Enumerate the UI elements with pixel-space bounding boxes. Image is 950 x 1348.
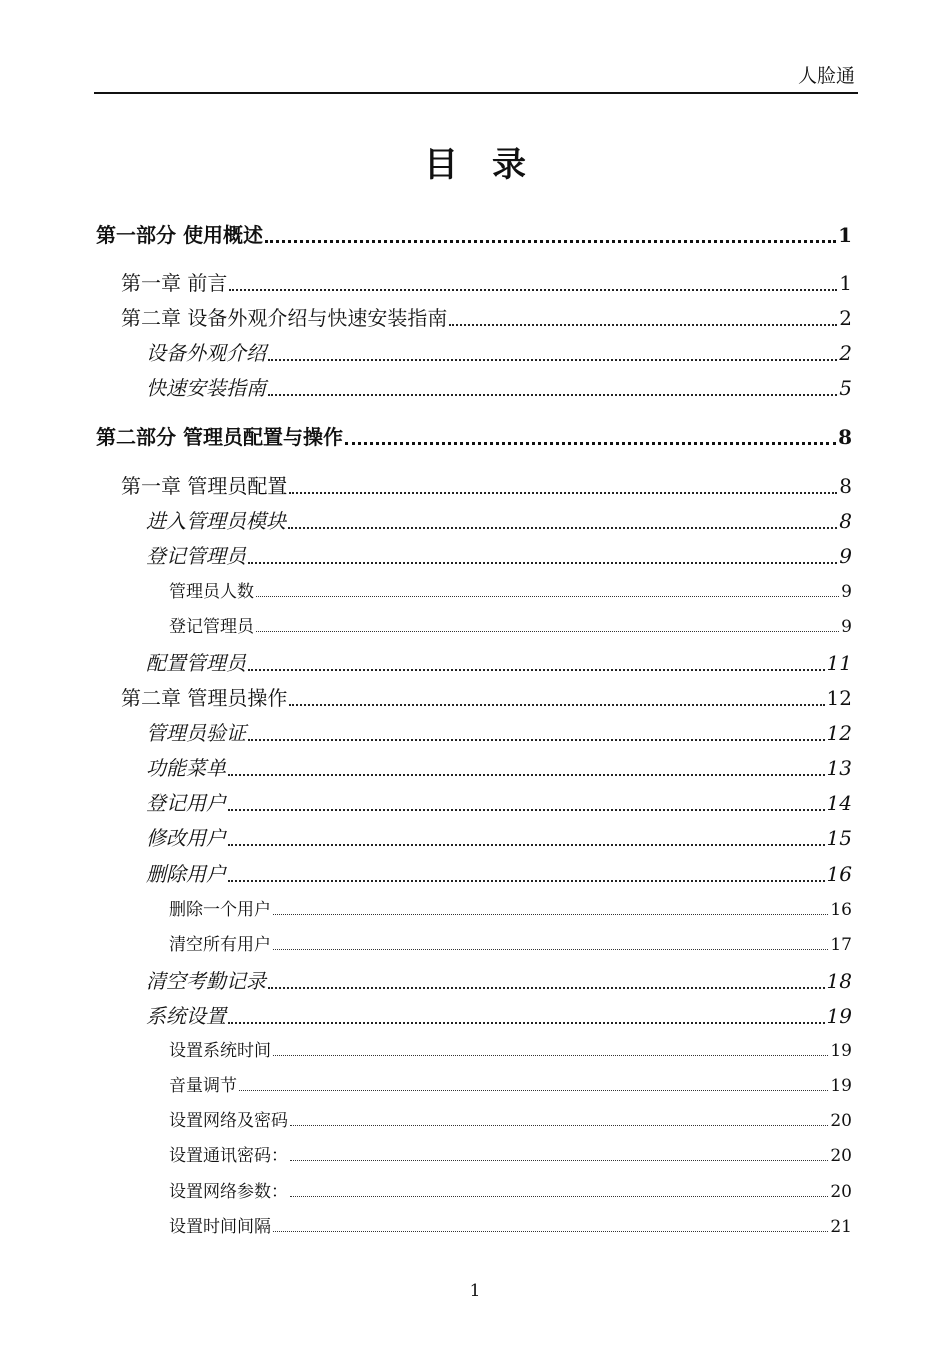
- toc-dot-leader: [273, 1231, 828, 1232]
- toc-dot-leader: [273, 1055, 828, 1056]
- toc-entry-label: 设置系统时间: [169, 1041, 271, 1061]
- toc-entry-label: 第二章 设备外观介绍与快速安装指南: [121, 306, 448, 330]
- toc-dot-leader: [228, 1022, 825, 1024]
- toc-dot-leader: [273, 914, 828, 915]
- toc-entry[interactable]: [169, 930, 852, 955]
- toc-entry[interactable]: [96, 219, 852, 248]
- toc-dot-leader: [290, 1160, 828, 1161]
- toc-entry-label: 清空所有用户: [169, 935, 271, 955]
- toc-entry-label: 修改用户: [146, 826, 226, 850]
- toc-dot-leader: [228, 844, 825, 846]
- toc-entry[interactable]: [146, 505, 852, 534]
- toc-entry[interactable]: [169, 1036, 852, 1061]
- toc-entry-label: 音量调节: [169, 1076, 237, 1096]
- toc-entry-page: 16: [830, 900, 852, 920]
- toc-dot-leader: [290, 1196, 828, 1197]
- toc-dot-leader: [289, 492, 837, 494]
- toc-entry-page: 13: [826, 756, 852, 780]
- toc-entry[interactable]: [146, 787, 852, 816]
- toc-entry[interactable]: [146, 647, 852, 676]
- toc-dot-leader: [256, 631, 839, 632]
- toc-entry[interactable]: [169, 1106, 852, 1131]
- toc-entry[interactable]: [146, 822, 852, 851]
- toc-dot-leader: [288, 527, 837, 529]
- toc-entry-label: 第一部分 使用概述: [96, 223, 263, 247]
- toc-entry[interactable]: [146, 717, 852, 746]
- toc-entry-page: 2: [839, 306, 852, 330]
- toc-dot-leader: [290, 1125, 828, 1126]
- toc-entry-label: 设置网络及密码: [169, 1111, 288, 1131]
- toc-dot-leader: [449, 324, 837, 326]
- toc-entry-page: 14: [826, 791, 852, 815]
- toc-dot-leader: [248, 739, 825, 741]
- toc-dot-leader: [228, 809, 825, 811]
- running-header-title: 人脸通: [797, 65, 855, 87]
- toc-entry[interactable]: [96, 421, 852, 450]
- toc-dot-leader: [268, 394, 837, 396]
- toc-entry[interactable]: [121, 302, 852, 331]
- toc-entry[interactable]: [146, 858, 852, 887]
- toc-entry[interactable]: [169, 895, 852, 920]
- toc-entry-label: 清空考勤记录: [146, 969, 266, 993]
- toc-dot-leader: [273, 949, 828, 950]
- document-title: 目录: [424, 145, 560, 185]
- toc-entry-page: 16: [826, 862, 852, 886]
- toc-entry[interactable]: [146, 965, 852, 994]
- toc-entry-label: 第二部分 管理员配置与操作: [96, 425, 343, 449]
- toc-entry[interactable]: [169, 1141, 852, 1166]
- toc-entry-page: 1: [839, 271, 852, 295]
- toc-entry-label: 设置通讯密码：: [169, 1146, 288, 1166]
- toc-entry-page: 12: [826, 686, 852, 710]
- toc-entry-label: 功能菜单: [146, 756, 226, 780]
- toc-entry-page: 12: [826, 721, 852, 745]
- toc-entry-label: 删除用户: [146, 862, 226, 886]
- toc-entry-page: 9: [841, 617, 852, 637]
- toc-entry[interactable]: [146, 540, 852, 569]
- toc-entry-label: 快速安装指南: [146, 376, 266, 400]
- toc-entry-label: 登记用户: [146, 791, 226, 815]
- toc-entry-label: 第二章 管理员操作: [121, 686, 288, 710]
- toc-entry-label: 登记管理员: [146, 544, 246, 568]
- toc-dot-leader: [268, 359, 837, 361]
- toc-entry[interactable]: [121, 470, 852, 499]
- toc-entry-page: 20: [830, 1146, 852, 1166]
- toc-entry[interactable]: [121, 267, 852, 296]
- toc-dot-leader: [248, 669, 825, 671]
- toc-entry-label: 第一章 管理员配置: [121, 474, 288, 498]
- toc-entry-page: 19: [826, 1004, 852, 1028]
- toc-entry-page: 5: [839, 376, 852, 400]
- toc-entry-label: 第一章 前言: [121, 271, 228, 295]
- toc-entry-label: 设置网络参数：: [169, 1182, 288, 1202]
- toc-dot-leader: [228, 880, 825, 882]
- toc-dot-leader: [228, 774, 825, 776]
- toc-dot-leader: [268, 987, 825, 989]
- toc-entry-page: 20: [830, 1182, 852, 1202]
- toc-dot-leader: [256, 596, 839, 597]
- toc-entry-label: 配置管理员: [146, 651, 246, 675]
- toc-entry-page: 17: [830, 935, 852, 955]
- toc-entry-label: 设置时间间隔: [169, 1217, 271, 1237]
- toc-entry-page: 2: [839, 341, 852, 365]
- toc-entry[interactable]: [146, 372, 852, 401]
- toc-dot-leader: [229, 289, 837, 291]
- toc-entry[interactable]: [169, 612, 852, 637]
- toc-entry[interactable]: [169, 1177, 852, 1202]
- toc-entry-page: 8: [839, 474, 852, 498]
- toc-entry-label: 管理员人数: [169, 582, 254, 602]
- toc-dot-leader: [239, 1090, 828, 1091]
- toc-entry-page: 11: [826, 651, 852, 675]
- toc-entry-label: 系统设置: [146, 1004, 226, 1028]
- toc-entry[interactable]: [146, 337, 852, 366]
- toc-entry-page: 20: [830, 1111, 852, 1131]
- toc-entry-page: 1: [838, 223, 852, 247]
- toc-entry[interactable]: [146, 752, 852, 781]
- toc-entry-label: 登记管理员: [169, 617, 254, 637]
- toc-entry-page: 15: [826, 826, 852, 850]
- toc-entry-page: 19: [830, 1041, 852, 1061]
- toc-entry-label: 删除一个用户: [169, 900, 271, 920]
- toc-entry-page: 9: [841, 582, 852, 602]
- toc-entry[interactable]: [169, 1212, 852, 1237]
- toc-entry-page: 19: [830, 1076, 852, 1096]
- toc-dot-leader: [345, 442, 836, 445]
- toc-entry-page: 8: [839, 509, 852, 533]
- toc-dot-leader: [289, 704, 824, 706]
- toc-entry-page: 18: [826, 969, 852, 993]
- page-number: 1: [469, 1281, 481, 1301]
- toc-dot-leader: [248, 562, 837, 564]
- toc-entry-page: 9: [839, 544, 852, 568]
- toc-entry[interactable]: [169, 577, 852, 602]
- toc-entry[interactable]: [169, 1071, 852, 1096]
- toc-entry[interactable]: [146, 1000, 852, 1029]
- toc-entry-page: 21: [830, 1217, 852, 1237]
- toc-entry-page: 8: [838, 425, 852, 449]
- toc-entry-label: 管理员验证: [146, 721, 246, 745]
- toc-entry-label: 设备外观介绍: [146, 341, 266, 365]
- header-rule: [94, 92, 858, 94]
- toc-dot-leader: [265, 240, 836, 243]
- toc-entry[interactable]: [121, 682, 852, 711]
- toc-entry-label: 进入管理员模块: [146, 509, 286, 533]
